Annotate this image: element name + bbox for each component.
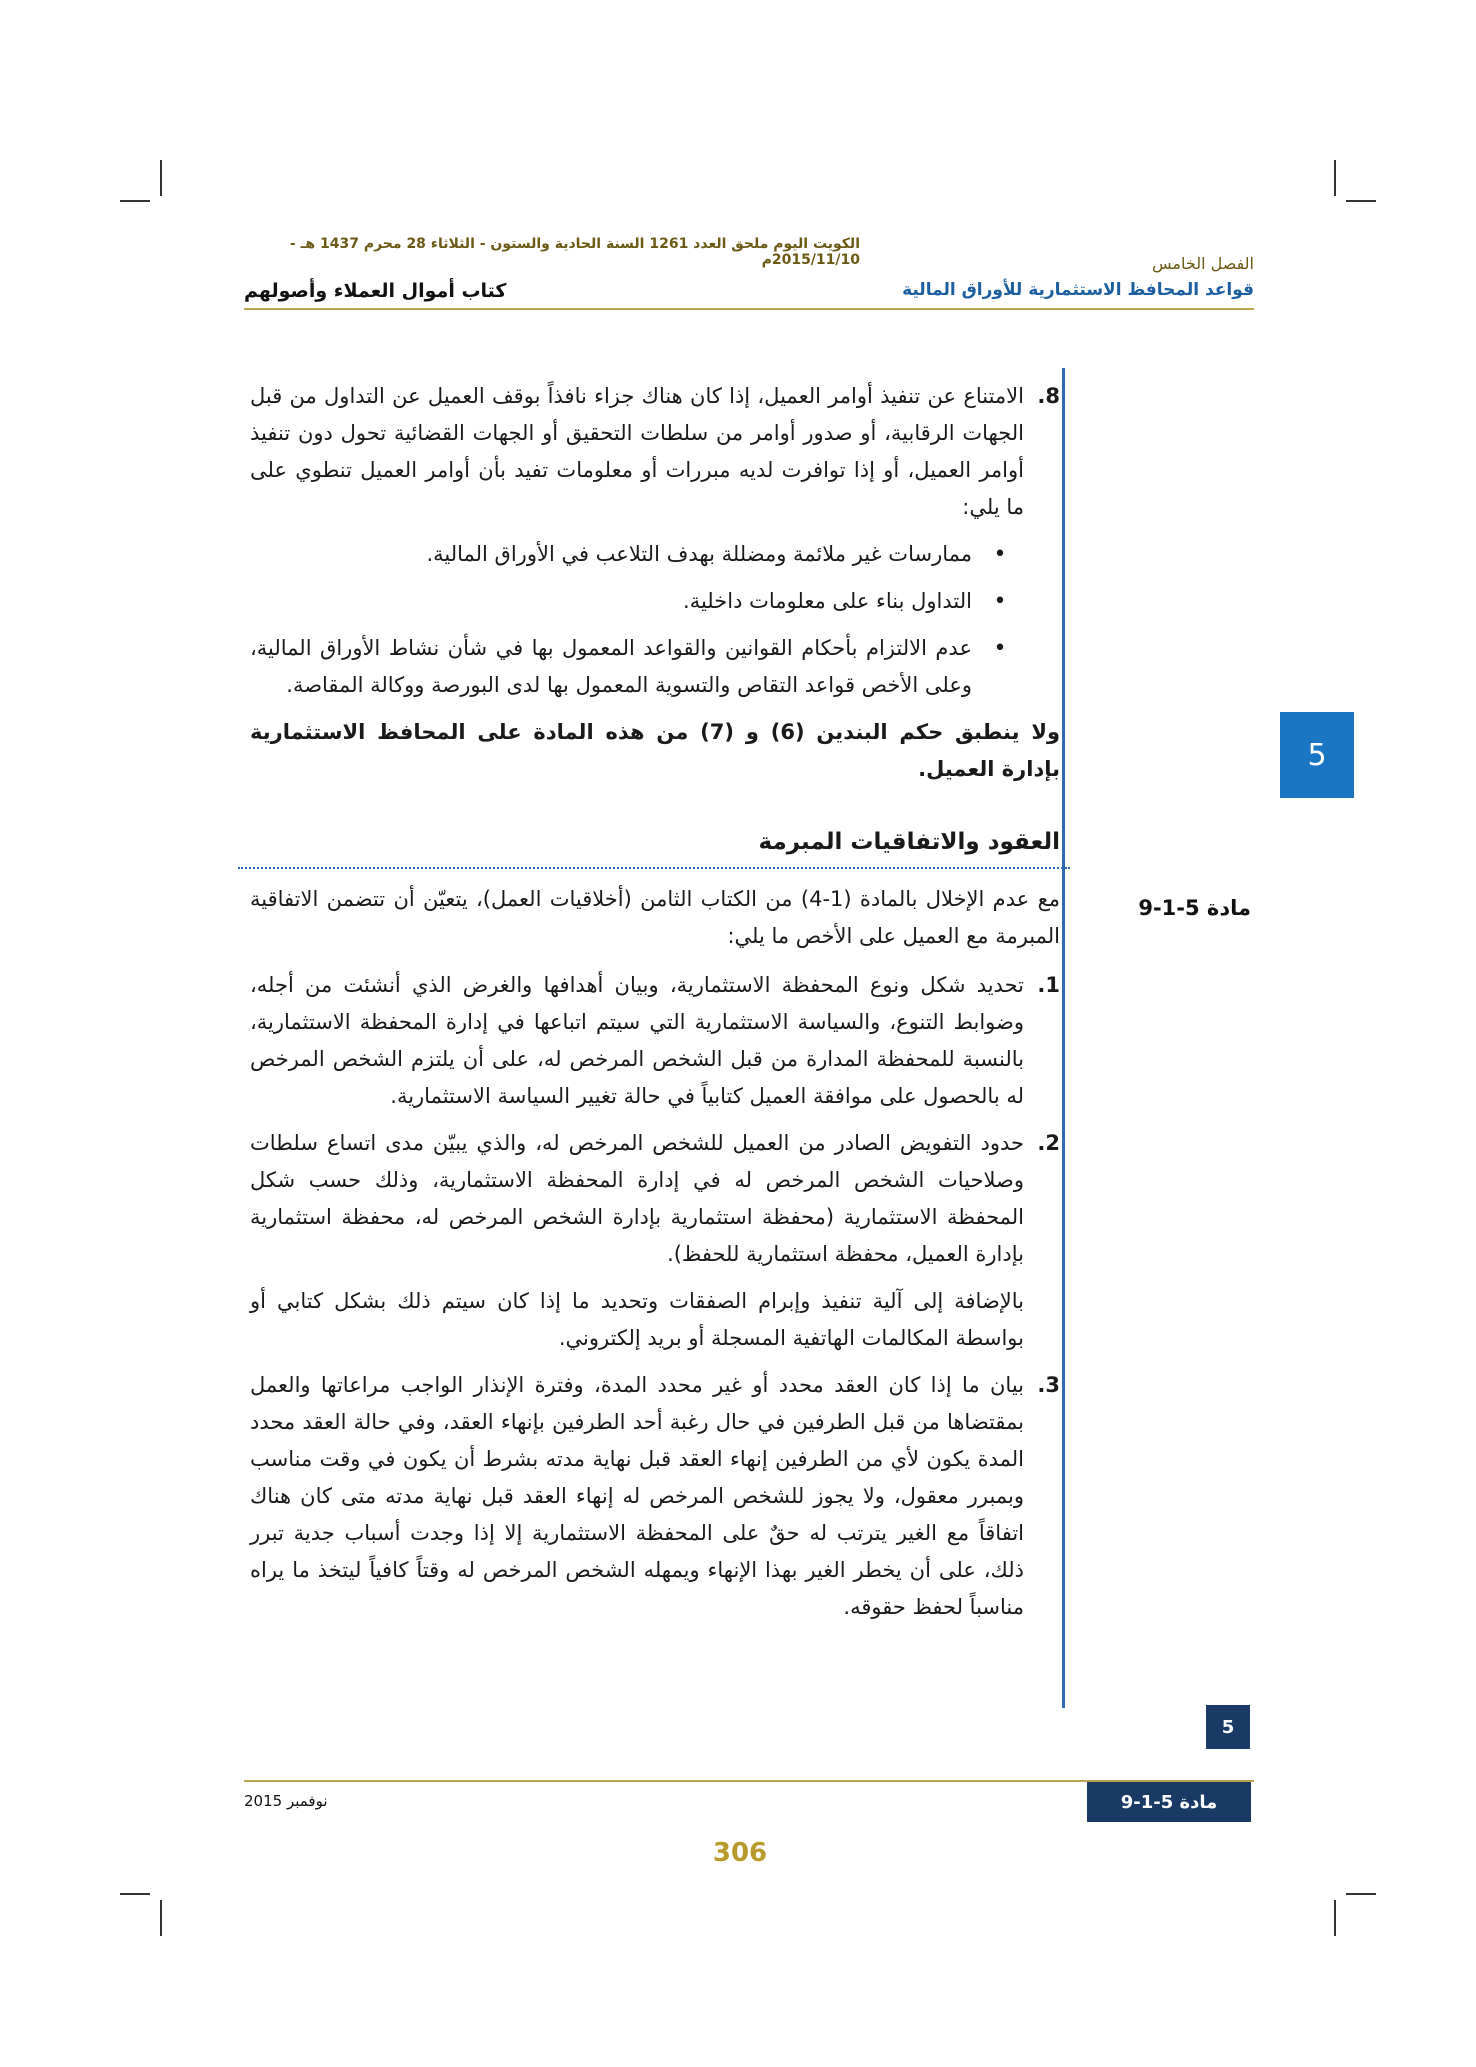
bullet-item: [250, 536, 1020, 573]
gazette-line: الكويت اليوم ملحق العدد 1261 السنة الحادية والستون - الثلاثاء 28 محرم 1437 هـ - 2015/11/10م: [289, 236, 860, 268]
list-item: [250, 967, 1060, 1115]
item-text: بالإضافة إلى آلية تنفيذ وإبرام الصفقات وتحديد ما إذا كان سيتم ذلك بشكل كتابي أو بواسطة المكالمات الهاتفية المسجلة أو بريد إلكتروني.: [250, 1289, 1024, 1350]
item-number: [1032, 1283, 1060, 1357]
section-heading: العقود والاتفاقيات المبرمة: [758, 829, 1060, 855]
list-item: [250, 1367, 1060, 1626]
item-number: 3.: [1037, 1373, 1060, 1397]
bullet-list: [250, 536, 1060, 704]
bullet-text: عدم الالتزام بأحكام القوانين والقواعد المعمول بها في شأن نشاط الأوراق المالية، وعلى الأخص قواعد التقاص والتسوية المعمول بها لدى البورصة ووكالة المقاصة.: [250, 636, 972, 697]
main-content: [250, 378, 1060, 1636]
item-text: بيان ما إذا كان العقد محدد أو غير محدد المدة، وفترة الإنذار الواجب مراعاتها والعمل بمقتضاها من قبل الطرفين في حال رغبة أحد الطرفين بإنهاء العقد، وفي حالة العقد محدد المدة يكون لأي من الطرفين إنهاء العقد قبل نهاية مدته بشرط أن يكون في وقت مناسب وبمبرر معقول، ولا يجوز للشخص المرخص له إنهاء العقد قبل نهاية مدته متى كان هناك اتفاقاً مع الغير يترتب له حقٌ على المحفظة الاستثمارية إلا إذا وجدت أسباب جدية تبرر ذلك، على أن يخطر الغير بهذا الإنهاء ويمهله الشخص المرخص له وقتاً كافياً ليتخذ ما يراه مناسباً لحفظ حقوقه.: [250, 1373, 1024, 1619]
bullet-text: التداول بناء على معلومات داخلية.: [683, 589, 972, 613]
crop-mark: [1334, 160, 1336, 196]
margin-rule: [1062, 368, 1065, 1708]
closing-note: ولا ينطبق حكم البندين (6) و (7) من هذه المادة على المحافظ الاستثمارية بإدارة العميل.: [250, 720, 1061, 781]
list-item: [250, 378, 1060, 526]
chapter-tab[interactable]: 5: [1280, 712, 1354, 798]
item-text: تحديد شكل ونوع المحفظة الاستثمارية، وبيان أهدافها والغرض الذي أنشئت من أجله، وضوابط التنوع، والسياسة الاستثمارية التي سيتم اتباعها في إدارة المحفظة الاستثمارية، بالنسبة للمحفظة المدارة من قبل الشخص المرخص له، على أن يلتزم الشخص المرخص له بالحصول على موافقة العميل كتابياً في حالة تغيير السياسة الاستثمارية.: [250, 973, 1024, 1108]
book-title: كتاب أموال العملاء وأصولهم: [244, 280, 507, 302]
crop-mark: [160, 160, 162, 196]
crop-mark: [1346, 1893, 1376, 1895]
bullet-item: [250, 583, 1020, 620]
crop-mark: [160, 1900, 162, 1936]
page-box: 5: [1206, 1705, 1250, 1749]
bullet-item: [250, 630, 1020, 704]
article-intro: مع عدم الإخلال بالمادة (1-4) من الكتاب الثامن (أخلاقيات العمل)، يتعيّن أن تتضمن الاتفاقية المبرمة مع العميل على الأخص ما يلي:: [250, 887, 1060, 948]
list-item: [250, 1283, 1060, 1357]
article-label: مادة 5-1-9: [1138, 896, 1251, 920]
crop-mark: [1346, 200, 1376, 202]
section-divider: [238, 867, 1070, 869]
page-number: 306: [712, 1838, 768, 1868]
chapter-title: قواعد المحافظ الاستثمارية للأوراق المالية: [902, 280, 1254, 300]
crop-mark: [120, 1893, 150, 1895]
bullet-icon: •: [993, 636, 1007, 661]
header-divider: [244, 308, 1254, 310]
bullet-icon: •: [993, 542, 1007, 567]
chapter-label: الفصل الخامس: [1152, 254, 1254, 273]
item-number: 1.: [1037, 973, 1060, 997]
crop-mark: [120, 200, 150, 202]
footer-date: نوفمبر 2015: [244, 1792, 328, 1810]
item-text: حدود التفويض الصادر من العميل للشخص المرخص له، والذي يبيّن مدى اتساع سلطات وصلاحيات الشخص المرخص له في إدارة المحفظة الاستثمارية، وذلك حسب شكل المحفظة الاستثمارية (محفظة استثمارية بإدارة الشخص المرخص له، محفظة استثمارية بإدارة العميل، محفظة استثمارية للحفظ).: [250, 1131, 1024, 1266]
item-text: الامتناع عن تنفيذ أوامر العميل، إذا كان هناك جزاء نافذاً بوقف العميل عن التداول من قبل الجهات الرقابية، أو صدور أوامر من سلطات التحقيق أو الجهات القضائية تحول دون تنفيذ أوامر العميل، أو إذا توافرت لديه مبررات أو معلومات تفيد بأن أوامر العميل تنطوي على ما يلي:: [250, 384, 1024, 519]
crop-mark: [1334, 1900, 1336, 1936]
item-number: 8.: [1037, 384, 1060, 408]
bullet-icon: •: [993, 589, 1007, 614]
footer-article-label: مادة 5-1-9: [1087, 1782, 1251, 1822]
list-item: [250, 1125, 1060, 1273]
bullet-text: ممارسات غير ملائمة ومضللة بهدف التلاعب في الأوراق المالية.: [426, 542, 972, 566]
item-number: 2.: [1037, 1131, 1060, 1155]
